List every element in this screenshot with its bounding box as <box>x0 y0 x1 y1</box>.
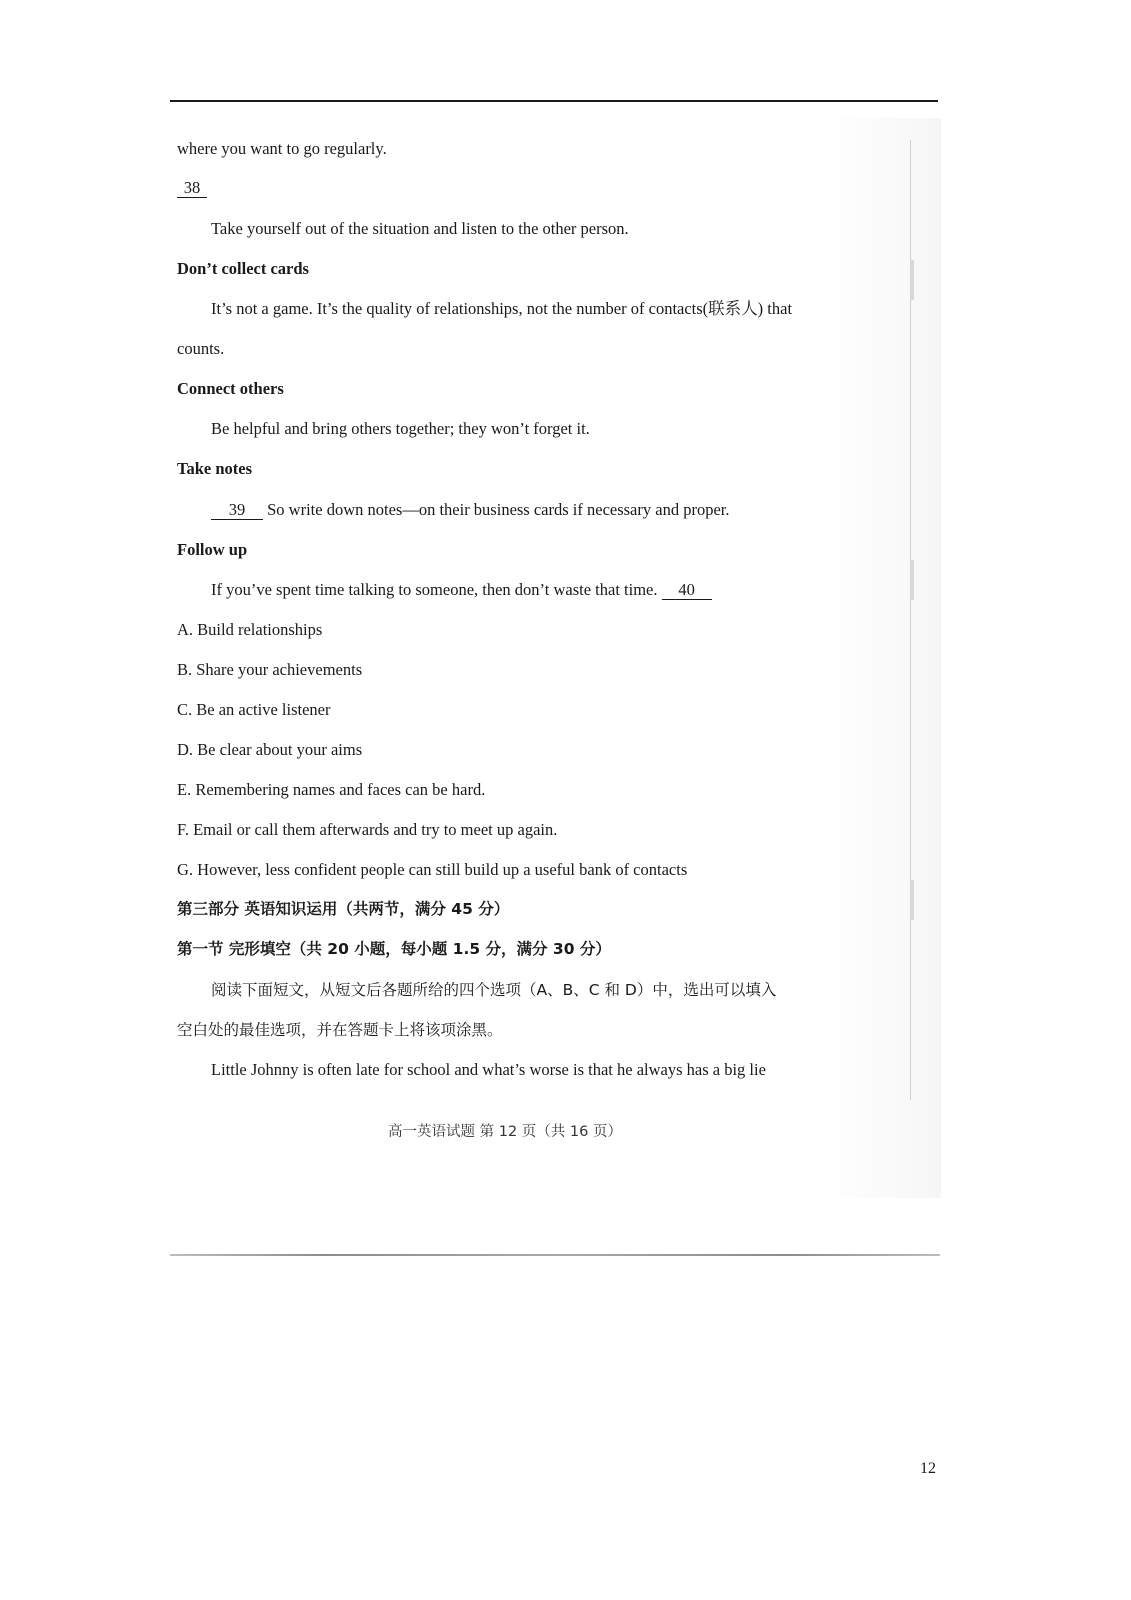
page-number: 12 <box>920 1460 936 1477</box>
blank-number: 38 <box>177 179 207 198</box>
instruction-line: 空白处的最佳选项，并在答题卡上将该项涂黑。 <box>177 1021 503 1039</box>
text-line: It’s not a game. It’s the quality of relationships, not the number of contacts(联系人) that <box>211 299 793 318</box>
option-c: C. Be an active listener <box>177 700 331 719</box>
heading-take-notes: Take notes <box>177 459 253 478</box>
option-f: F. Email or call them afterwards and try to meet up again. <box>177 820 558 839</box>
text-span: So write down notes—on their business cards if necessary and proper. <box>267 500 730 519</box>
binding-mark <box>910 560 914 600</box>
text-line: Take yourself out of the situation and listen to the other person. <box>211 219 629 238</box>
passage-line: Little Johnny is often late for school and what’s worse is that he always has a big lie <box>211 1060 766 1079</box>
heading-dont-collect-cards: Don’t collect cards <box>177 259 309 278</box>
text-line: where you want to go regularly. <box>177 139 387 158</box>
instruction-line: 阅读下面短文，从短文后各题所给的四个选项（A、B、C 和 D）中，选出可以填入 <box>211 981 777 999</box>
binding-mark <box>910 260 914 300</box>
page-footer: 高一英语试题 第 12 页（共 16 页） <box>388 1124 622 1140</box>
option-b: B. Share your achievements <box>177 660 363 679</box>
blank-number: 40 <box>662 581 712 600</box>
binding-mark <box>910 880 914 920</box>
bottom-rule <box>170 1254 940 1256</box>
text-line: Be helpful and bring others together; they won’t forget it. <box>211 419 590 438</box>
option-g: G. However, less confident people can still build up a useful bank of contacts <box>177 860 688 879</box>
blank-40-line <box>211 580 712 600</box>
blank-39-line <box>211 500 729 520</box>
blank-number: 39 <box>211 501 263 520</box>
option-a: A. Build relationships <box>177 620 323 639</box>
heading-connect-others: Connect others <box>177 379 284 398</box>
blank-38 <box>177 178 207 198</box>
subsection-heading: 第一节 完形填空（共 20 小题，每小题 1.5 分，满分 30 分） <box>177 940 611 958</box>
top-rule <box>170 100 938 102</box>
binding-margin <box>910 140 935 1100</box>
option-e: E. Remembering names and faces can be hard. <box>177 780 486 799</box>
section-heading: 第三部分 英语知识运用（共两节，满分 45 分） <box>177 900 510 918</box>
option-d: D. Be clear about your aims <box>177 740 363 759</box>
text-line: counts. <box>177 339 225 358</box>
text-span: If you’ve spent time talking to someone, then don’t waste that time. <box>211 580 658 599</box>
heading-follow-up: Follow up <box>177 540 248 559</box>
